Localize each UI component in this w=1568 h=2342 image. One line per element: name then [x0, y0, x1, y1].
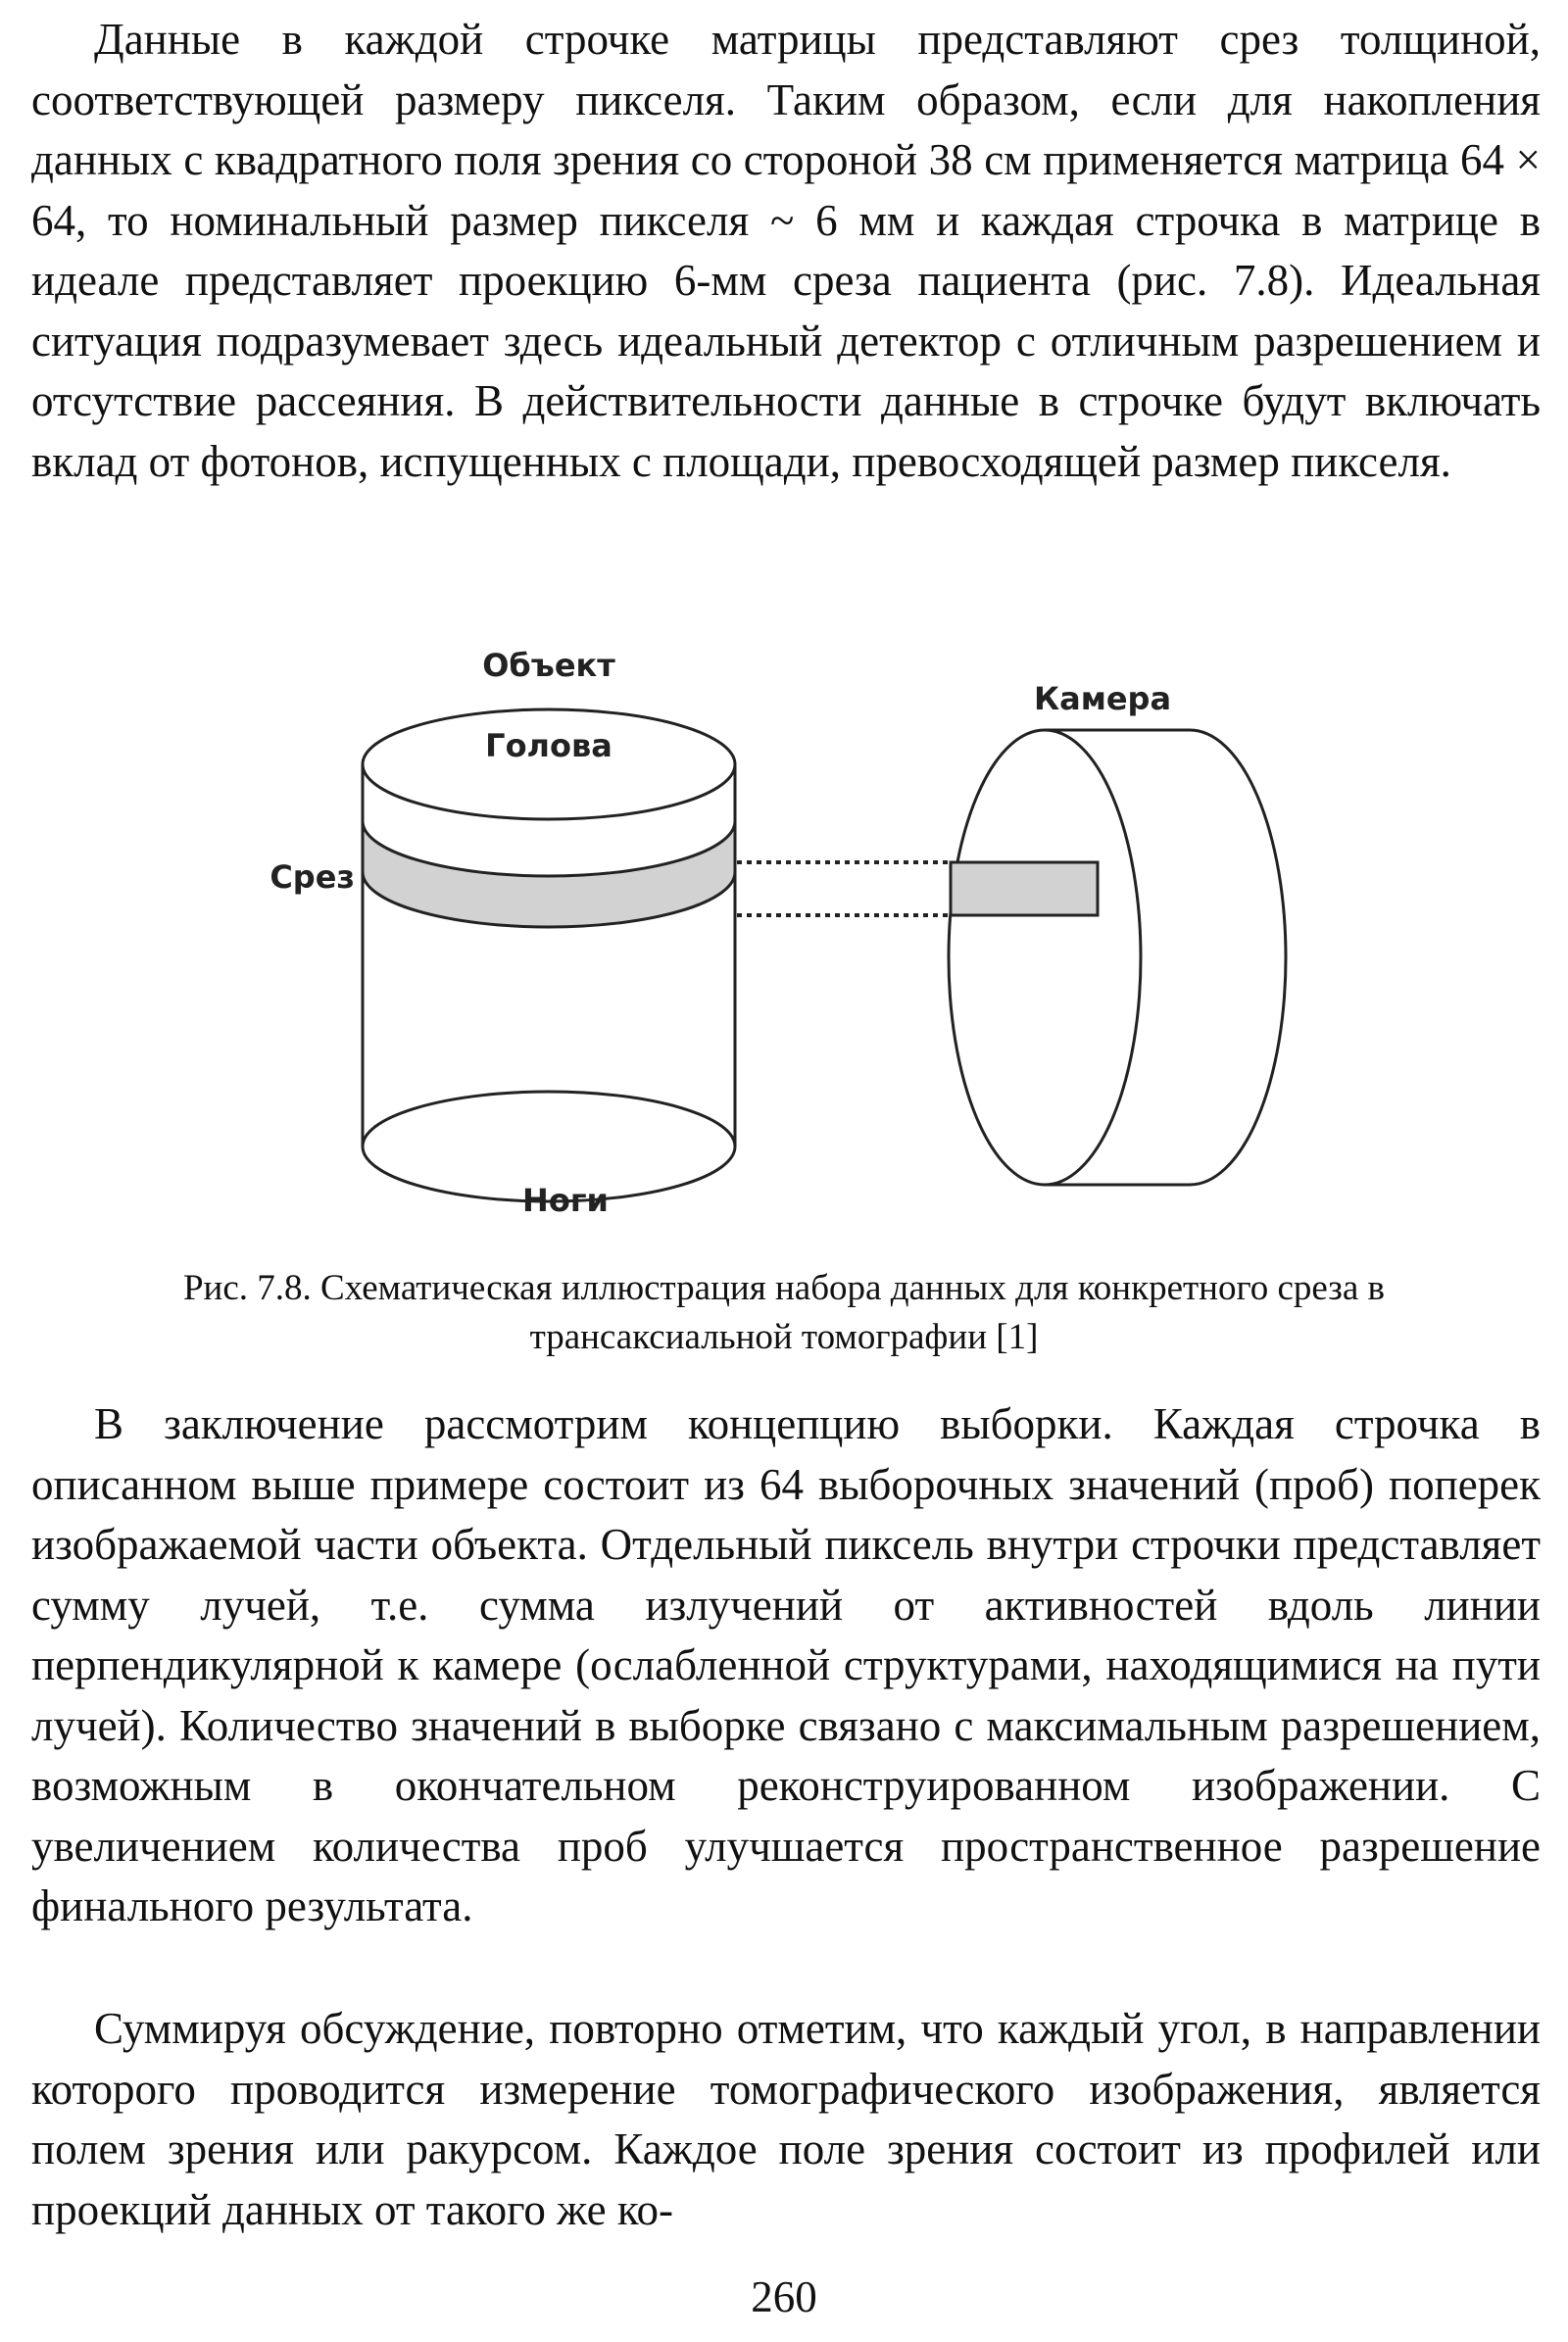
camera-face [949, 730, 1141, 1185]
page-number: 260 [751, 2272, 817, 2321]
object-cylinder [363, 709, 735, 1201]
camera-slice-strip [951, 862, 1098, 915]
paragraph-1: Данные в каждой строчке матрицы представляют срез толщиной, соответствующей размеру пикселя. Таким образом, если для накопления данных с квадратного поля зрения со стороной 38 см применяется матрица 64 × 64, то номинальный размер пикселя ~ 6 мм и каждая строчка в матрице в идеале представляет проекцию 6-мм среза пациента (рис. 7.8). Идеальная ситуация подразумевает здесь идеальный детектор с отличным разрешением и отсутствие рассеяния. В действительности данные в строчке будут включать вклад от фотонов, испущенных с площади, превосходящей размер пикселя. [31, 15, 1541, 486]
label-feet: Ноги [522, 1182, 609, 1219]
label-head: Голова [485, 727, 612, 764]
label-camera: Камера [1033, 680, 1172, 717]
projection-lines [737, 862, 951, 915]
figure-caption [0, 1264, 1568, 1362]
label-slice: Срез [270, 858, 355, 896]
paragraph-3: Суммируя обсуждение, повторно отметим, что каждый угол, в направлении которого проводится измерение томографического изображения, является полем зрения или ракурсом. Каждое поле зрения состоит из профилей или проекций данных от такого же ко- [31, 2004, 1541, 2234]
label-object: Объект [482, 647, 615, 684]
slice-band [363, 821, 735, 927]
caption-line-1: Рис. 7.8. Схематическая иллюстрация набора данных для конкретного среза в [182, 1268, 1386, 1308]
paragraph-2: В заключение рассмотрим концепцию выборки. Каждая строчка в описанном выше примере состоит из 64 выборочных значений (проб) поперек изображаемой части объекта. Отдельный пиксель внутри строчки представляет сумму лучей, т.е. сумма излучений от активностей вдоль линии перпендикулярной к камере (ослабленной структурами, находящимися на пути лучей). Количество значений в выборке связано с максимальным разрешением, возможным в окончательном реконструированном изображении. С увеличением количества проб улучшается пространственное разрешение финального результата. [31, 1399, 1541, 1930]
caption-line-2: трансаксиальной томографии [1] [529, 1317, 1039, 1357]
